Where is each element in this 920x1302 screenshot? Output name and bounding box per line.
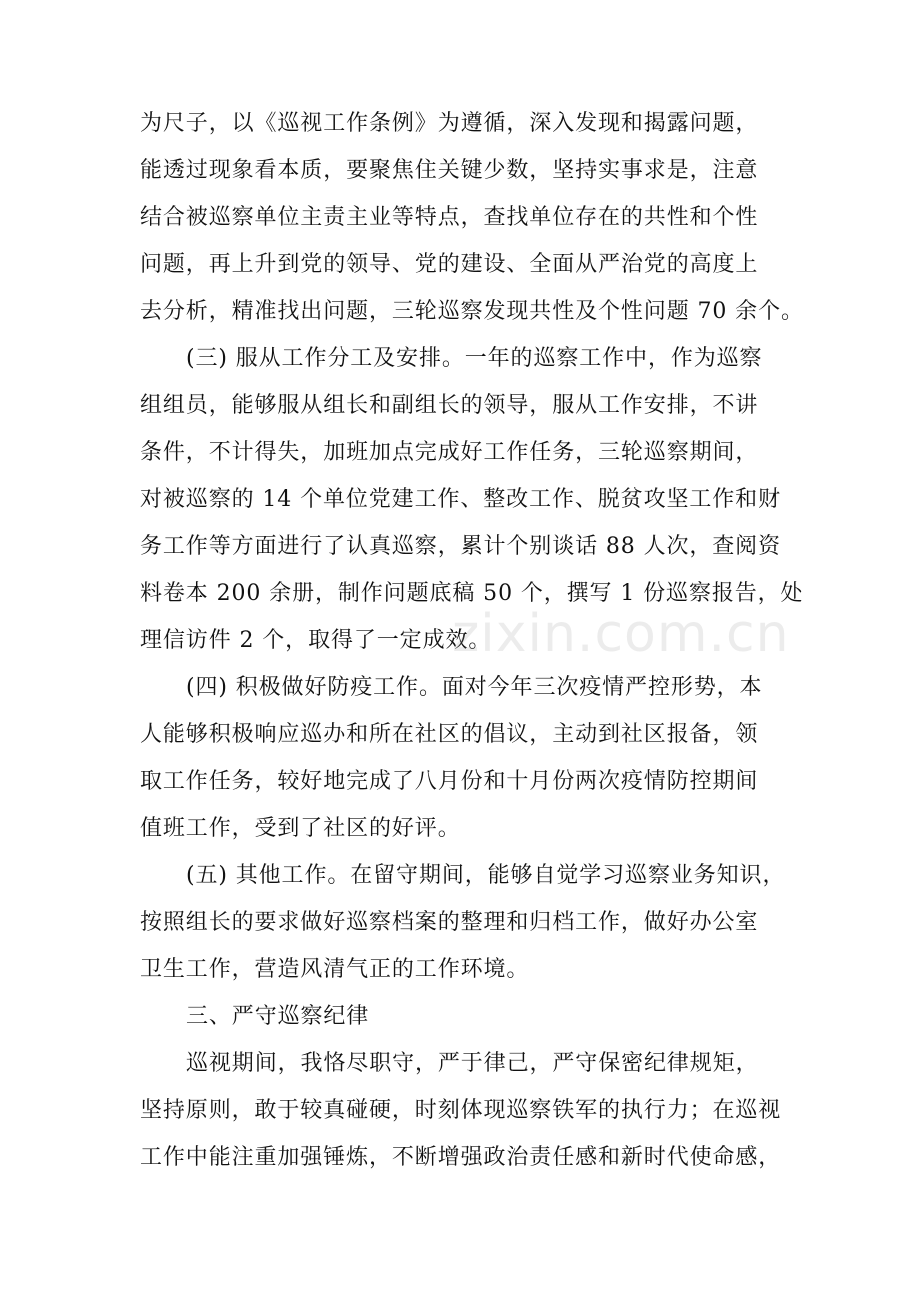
paragraph-start-line: 巡视期间，我恪尽职守，严于律己，严守保密纪律规矩，: [186, 1051, 759, 1076]
text-line: 料卷本 200 余册，制作问题底稿 50 个，撰写 1 份巡察报告，处: [140, 581, 804, 606]
watermark: zixin.com.cn: [452, 604, 790, 664]
text-line: 人能够积极响应巡办和所在社区的倡议，主动到社区报备，领: [140, 722, 759, 747]
text-line: 能透过现象看本质，要聚焦住关键少数，坚持实事求是，注意: [140, 158, 759, 183]
text-line: 问题，再上升到党的领导、党的建设、全面从严治党的高度上: [140, 252, 759, 277]
text-line: 对被巡察的 14 个单位党建工作、整改工作、脱贫攻坚工作和财: [140, 487, 781, 512]
section-heading: 三、严守巡察纪律: [186, 1004, 370, 1029]
text-line: 值班工作，受到了社区的好评。: [140, 816, 461, 841]
text-line: 条件，不计得失，加班加点完成好工作任务，三轮巡察期间，: [140, 440, 759, 465]
text-line: 理信访件 2 个，取得了一定成效。: [140, 628, 492, 653]
text-line: 按照组长的要求做好巡察档案的整理和归档工作，做好办公室: [140, 910, 759, 935]
text-line: 组组员，能够服从组长和副组长的领导，服从工作安排，不讲: [140, 393, 759, 418]
paragraph-start-line: (四) 积极做好防疫工作。面对今年三次疫情严控形势，本: [186, 675, 763, 700]
text-line: 卫生工作，营造风清气正的工作环境。: [140, 957, 530, 982]
text-line: 去分析，精准找出问题，三轮巡察发现共性及个性问题 70 余个。: [140, 299, 804, 324]
text-line: 取工作任务，较好地完成了八月份和十月份两次疫情防控期间: [140, 769, 759, 794]
text-line: 为尺子，以《巡视工作条例》为遵循，深入发现和揭露问题，: [140, 111, 759, 136]
text-line: 坚持原则，敢于较真碰硬，时刻体现巡察铁军的执行力；在巡视: [140, 1098, 782, 1123]
paragraph-start-line: (五) 其他工作。在留守期间，能够自觉学习巡察业务知识，: [186, 863, 786, 888]
text-line: 务工作等方面进行了认真巡察，累计个别谈话 88 人次，查阅资: [140, 534, 781, 559]
text-line: 结合被巡察单位主责主业等特点，查找单位存在的共性和个性: [140, 205, 759, 230]
text-line: 工作中能注重加强锤炼，不断增强政治责任感和新时代使命感，: [140, 1145, 782, 1170]
paragraph-start-line: (三) 服从工作分工及安排。一年的巡察工作中，作为巡察: [186, 346, 763, 371]
